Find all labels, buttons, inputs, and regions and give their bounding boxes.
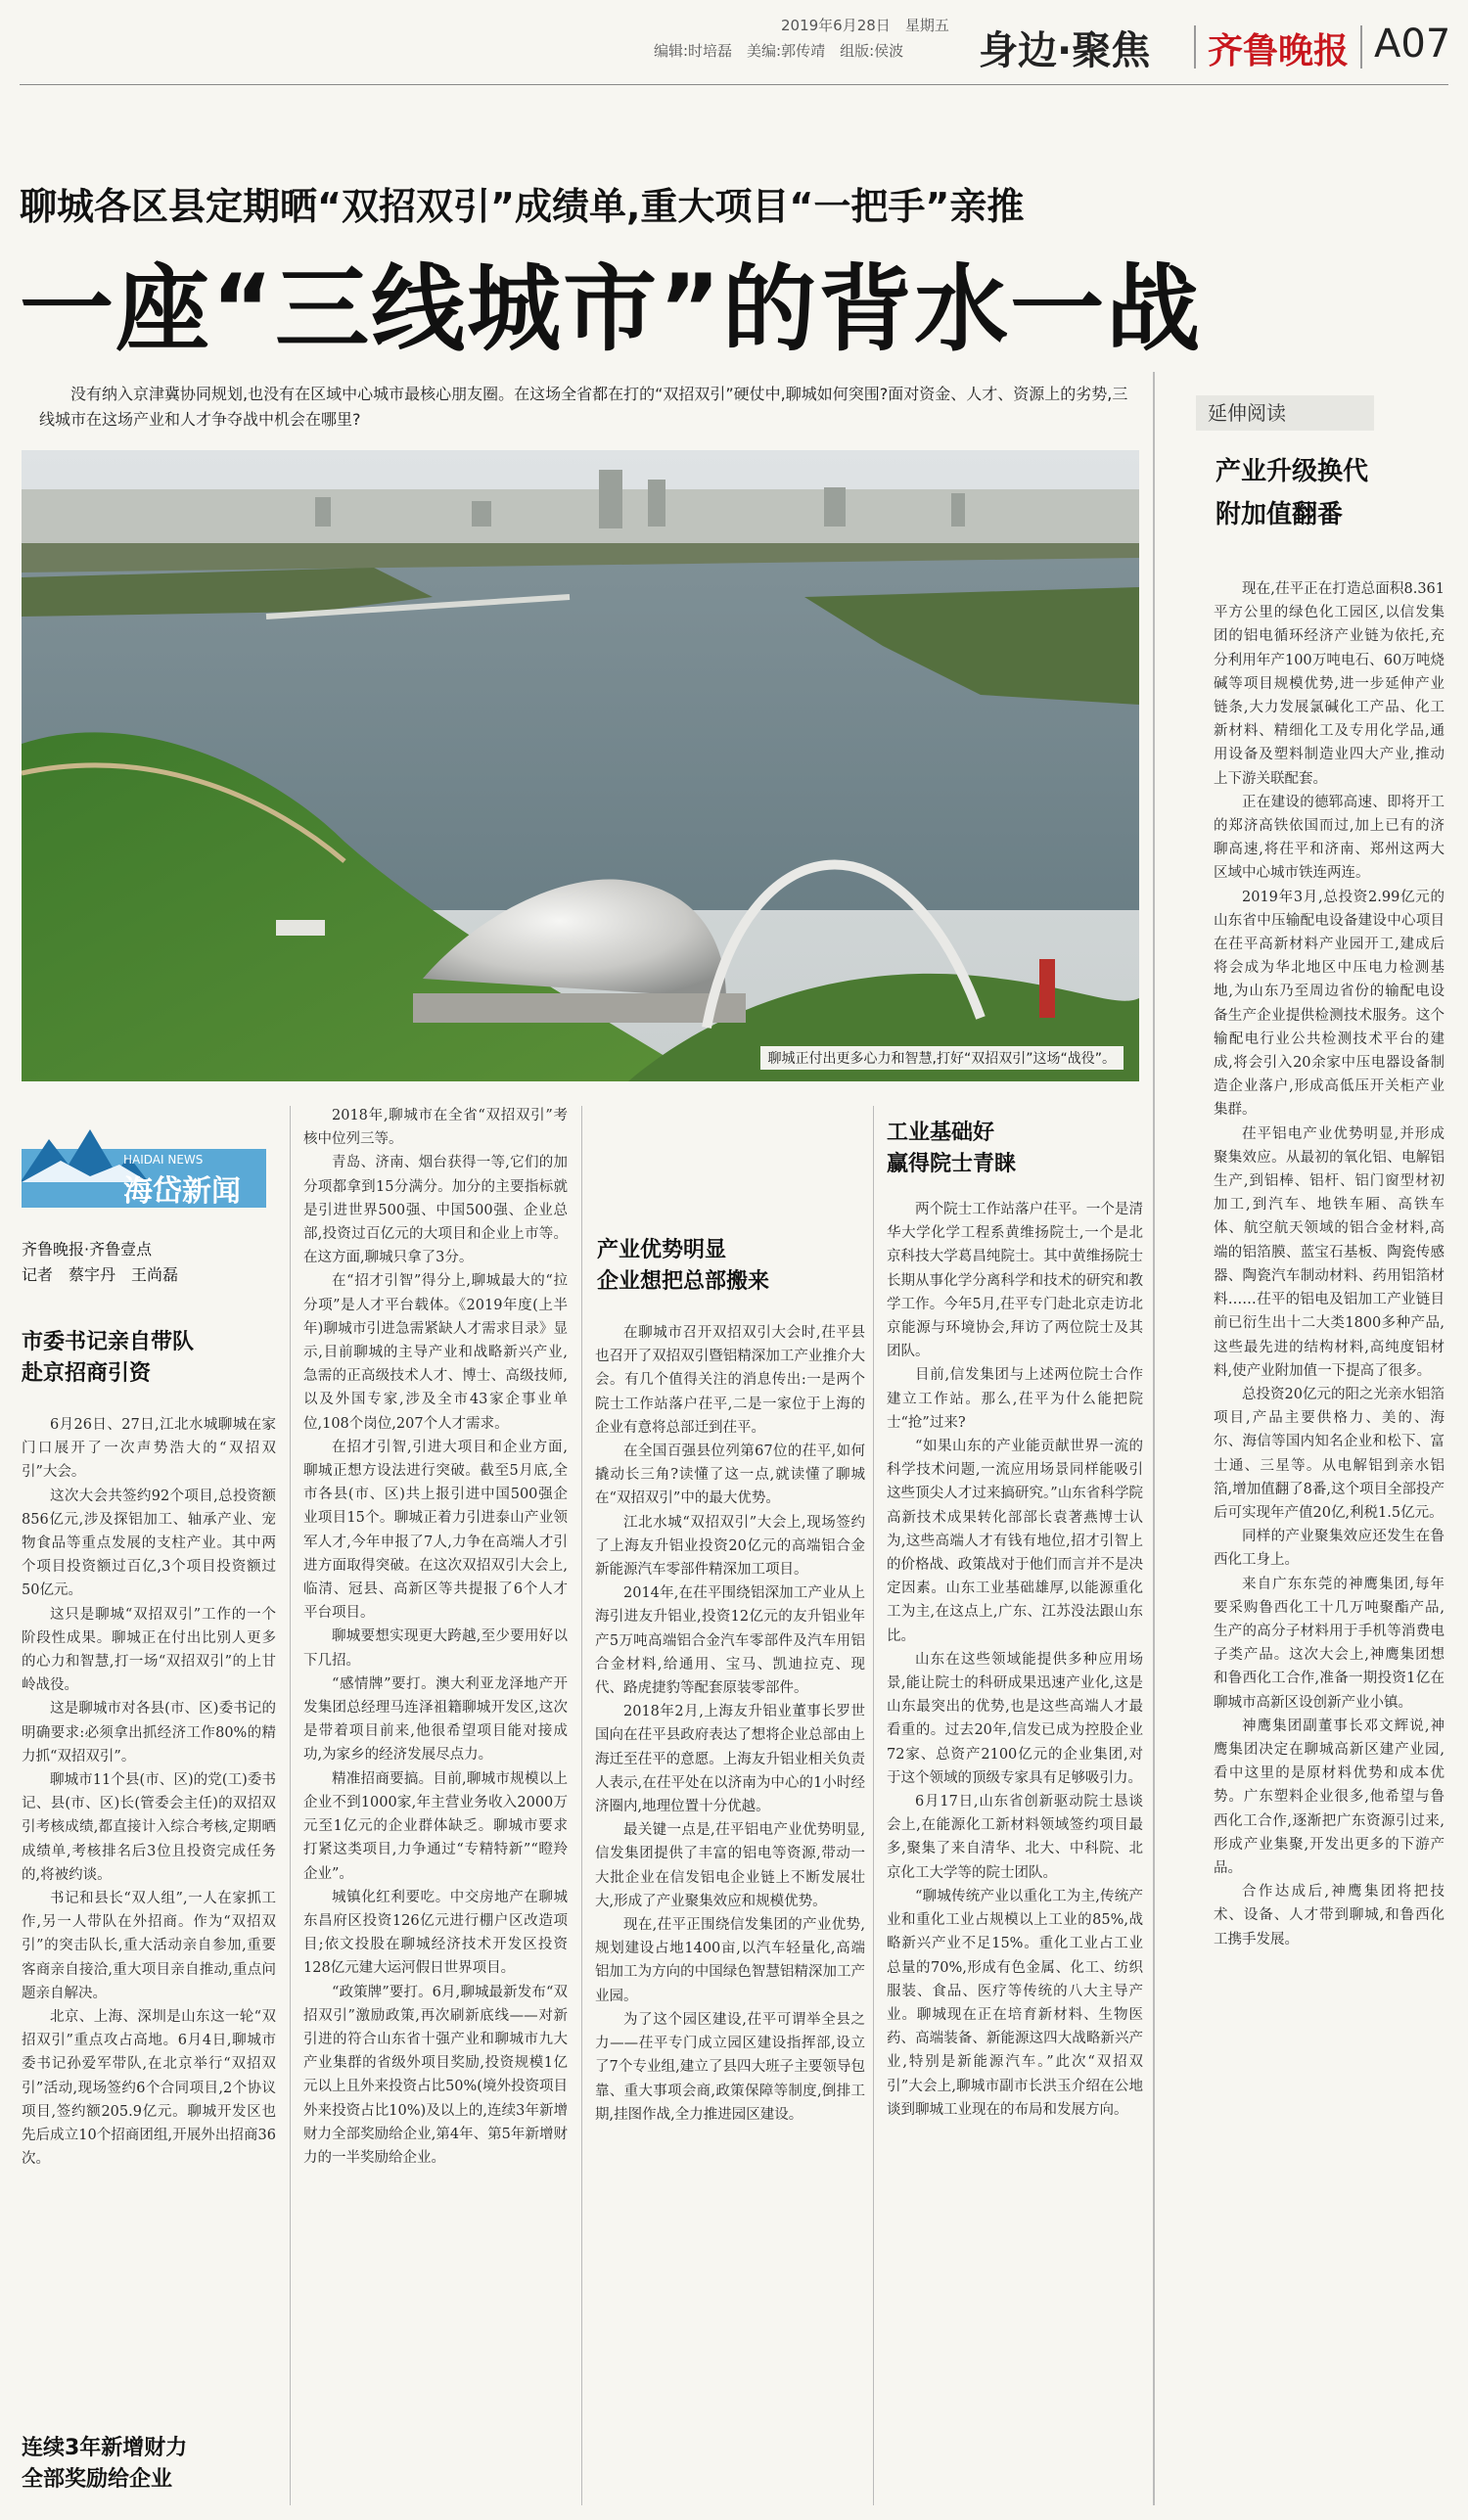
col1-subhead-line2: 赴京招商引资 — [22, 1361, 152, 1386]
page-number: A07 — [1374, 22, 1451, 67]
sidebar-paragraph: 来自广东东莞的神鹰集团,每年要采购鲁西化工十几万吨聚酯产品,生产的高分子材料用于手机等消费电子类产品。这次大会上,神鹰集团想和鲁西化工合作,准备一期投资1亿在聊城市高新区设创新产业小镇。 — [1214, 1576, 1445, 1711]
section-name: 身边·聚焦 — [979, 28, 1151, 73]
sidebar-paragraph: 正在建设的德郓高速、即将开工的郑济高铁依国而过,加上已有的济聊高速,将茌平和济南、郑州这两大区域中心城市铁连两连。 — [1214, 794, 1445, 882]
col4-subhead — [887, 1118, 1151, 1180]
col4-body — [887, 1198, 1143, 2513]
col2-paragraph: 青岛、济南、烟台获得一等,它们的加分项都拿到15分满分。加分的主要指标就是引进世界500强、中国500强、企业总部,投资过百亿元的大项目和企业上市等。在这方面,聊城只拿了3分。 — [303, 1155, 568, 1266]
main-headline: 一座“三线城市”的背水一战 — [20, 254, 1203, 364]
col1-paragraph: 6月26日、27日,江北水城聊城在家门口展开了一次声势浩大的“双招双引”大会。 — [22, 1417, 276, 1481]
col3-paragraph: 现在,茌平正围绕信发集团的产业优势,规划建设占地1400亩,以汽车轻量化,高端铝加工为方向的中国绿色智慧铝精深加工产业园。 — [595, 1917, 865, 2004]
header-rule — [20, 84, 1448, 85]
issue-weekday: 星期五 — [904, 17, 949, 34]
sidebar-subhead-line2: 附加值翻番 — [1216, 500, 1344, 529]
logo-english: HAIDAI NEWS — [123, 1153, 204, 1167]
issue-date: 2019年6月28日 — [781, 17, 891, 34]
col2-paragraph: 城镇化红利要吃。中交房地产在聊城东昌府区投资126亿元进行棚户区改造项目;依文投股在聊城经济技术开发区投资128亿元建大运河假日世界项目。 — [303, 1889, 568, 1977]
col1-subhead2-line2: 全部奖励给企业 — [22, 2467, 173, 2492]
col2-paragraph: “政策牌”要打。6月,聊城最新发布“双招双引”激励政策,再次刷新底线——对新引进的符合山东省十强产业和聊城市九大产业集群的省级外项目奖励,投资规模1亿元以上且外来投资占比50%(境外投资项目外来投资占比10%)及以上的,连续3年新增财力全部奖励给企业,第4年、第5年新增财力的一半奖励给企业。 — [303, 1984, 568, 2166]
col3-paragraph: 2018年2月,上海友升铝业董事长罗世国向在茌平县政府表达了想将企业总部由上海迁至茌平的意愿。上海友升铝业相关负责人表示,在茌平处在以济南为中心的1小时经济圈内,地理位置十分优越。 — [595, 1704, 865, 1815]
col4-paragraph: “聊城传统产业以重化工为主,传统产业和重化工业占规模以上工业的85%,战略新兴产业不足15%。重化工业占工业总量的70%,形成有色金属、化工、纺织服装、食品、医疗等传统的八大主导产业。聊城现在正在培育新材料、生物医药、高端装备、新能源这四大战略新兴产业,特别是新能源汽车。”此次“双招双引”大会上,聊城市副市长洪玉介绍在公地谈到聊城工业现在的布局和发展方向。 — [887, 1888, 1143, 2118]
byline — [22, 1237, 266, 1288]
col2-paragraph: 精准招商要搞。目前,聊城市规模以上企业不到1000家,年主营业务收入2000万元至1亿元的企业群体缺乏。聊城市要求打紧这类项目,力争通过“专精特新”“瞪羚企业”。 — [303, 1770, 568, 1882]
header-divider-2 — [1360, 25, 1362, 69]
col3-paragraph: 在聊城市召开双招双引大会时,茌平县也召开了双招双引暨铝精深加工产业推介大会。有几个值得关注的消息传出:一是两个院士工作站落户茌平,二是一家位于上海的企业有意将总部迁到茌平。 — [595, 1325, 865, 1436]
col4-paragraph: 两个院士工作站落户茌平。一个是清华大学化学工程系黄维扬院士,一个是北京科技大学葛昌纯院士。其中黄维扬院士长期从事化学分离科学和技术的研究和教学工作。今年5月,茌平专门赴北京走访北京能源与环境协会,拜访了两位院士及其团队。 — [887, 1202, 1143, 1360]
sidebar-subhead-line1: 产业升级换代 — [1216, 457, 1369, 486]
col3-subhead — [597, 1235, 861, 1298]
lake-aerial-illustration — [22, 450, 1139, 1081]
column-rule — [873, 1106, 874, 2505]
col4-subhead-line2: 赢得院士青睐 — [887, 1152, 1017, 1176]
haidai-news-logo — [22, 1122, 266, 1212]
col4-subhead-line1: 工业基础好 — [887, 1121, 995, 1145]
sidebar-subhead — [1216, 450, 1368, 536]
sidebar-paragraph: 总投资20亿元的阳之光亲水铝箔项目,产品主要供格力、美的、海尔、海信等国内知名企业和松下、富士通、三星等。从电解铝到亲水铝箔,增加值翻了8番,这个项目全部投产后可实现年产值20亿,利税1.5亿元。 — [1214, 1386, 1445, 1521]
lead-paragraph: 没有纳入京津冀协同规划,也没有在区域中心城市最核心朋友圈。在这场全省都在打的“双招双引”硬仗中,聊城如何突围?面对资金、人才、资源上的劣势,三线城市在这场产业和人才争夺战中机会在哪里? — [39, 385, 1128, 429]
col1-paragraph: 这只是聊城“双招双引”工作的一个阶段性成果。聊城正在付出比别人更多的心力和智慧,打一场“双招双引”的上甘岭战役。 — [22, 1606, 276, 1694]
sidebar-paragraph: 2019年3月,总投资2.99亿元的山东省中压输配电设备建设中心项目在茌平高新材料产业园开工,建成后将会成为华北地区中压电力检测基地,为山东乃至周边省份的输配电设备生产企业提供检测技术服务。这个输配电行业公共检测技术平台的建成,将会引入20余家中压电器设备制造企业落户,形成高低压开关柜产业集群。 — [1214, 889, 1445, 1119]
col3-body — [595, 1321, 865, 2513]
col4-paragraph: 6月17日,山东省创新驱动院士恳谈会上,在能源化工新材料领域签约项目最多,聚集了来自清华、北大、中科院、北京化工大学等的院士团队。 — [887, 1794, 1143, 1881]
byline-reporters: 记者 蔡宇丹 王尚磊 — [22, 1265, 179, 1284]
col3-subhead-line2: 企业想把总部搬来 — [597, 1269, 770, 1294]
col1-paragraph: 这是聊城市对各县(市、区)委书记的明确要求:必须拿出抓经济工作80%的精力抓“双招双引”。 — [22, 1701, 276, 1764]
col4-paragraph: 山东在这些领域能提供多种应用场景,能让院士的科研成果迅速产业化,这是山东最突出的优势,也是这些高端人才最看重的。过去20年,信发已成为控股企业72家、总资产2100亿元的企业集团,对于这个领域的顶级专家具有足够吸引力。 — [887, 1651, 1143, 1786]
col1-body — [22, 1413, 276, 2431]
col1-paragraph: 北京、上海、深圳是山东这一轮“双招双引”重点攻占高地。6月4日,聊城市委书记孙爱军带队,在北京举行“双招双引”活动,现场签约6个合同项目,2个协议项目,签约额205.9亿元。聊城开发区也先后成立10个招商团组,开展外出招商36次。 — [22, 2009, 276, 2168]
sidebar-paragraph: 神鹰集团副董事长邓文辉说,神鹰集团决定在聊城高新区建产业园,看中这里的是原材料优势和成本优势。广东塑料企业很多,他希望与鲁西化工合作,逐渐把广东资源引过来,形成产业集聚,开发出更多的下游产品。 — [1214, 1718, 1445, 1876]
col1-subhead-2 — [22, 2433, 286, 2496]
col2-paragraph: 2018年,聊城市在全省“双招双引”考核中位列三等。 — [303, 1108, 568, 1148]
col3-paragraph: 最关键一点是,茌平铝电产业优势明显,信发集团提供了丰富的铝电等资源,带动一大批企业在信发铝电企业链上不断发展壮大,形成了产业聚集效应和规模优势。 — [595, 1822, 865, 1909]
column-rule — [581, 1106, 582, 2505]
col2-body — [303, 1104, 568, 2513]
col1-paragraph: 这次大会共签约92个项目,总投资额856亿元,涉及探铝加工、轴承产业、宠物食品等重点发展的支柱产业。其中两个项目投资额过百亿,3个项目投资额过50亿元。 — [22, 1488, 276, 1599]
col3-paragraph: 2014年,在茌平围绕铝深加工产业从上海引进友升铝业,投资12亿元的友升铝业年产5万吨高端铝合金汽车零部件及汽车用铝合金材料,给通用、宝马、凯迪拉克、现代、路虎捷豹等配套原装零部件。 — [595, 1585, 865, 1697]
column-rule — [290, 1106, 291, 2505]
col3-paragraph: 为了这个园区建设,茌平可谓举全县之力——茌平专门成立园区建设指挥部,设立了7个专业组,建立了县四大班子主要领导包靠、重大事项会商,政策保障等制度,倒排工期,挂图作战,全力推进园区建设。 — [595, 2011, 865, 2123]
photo-caption: 聊城正付出更多心力和智慧,打好“双招双引”这场“战役”。 — [760, 1046, 1124, 1070]
issue-date-line — [781, 16, 949, 35]
header-divider — [1194, 25, 1196, 69]
col3-subhead-line1: 产业优势明显 — [597, 1238, 727, 1262]
sidebar-paragraph: 合作达成后,神鹰集团将把技术、设备、人才带到聊城,和鲁西化工携手发展。 — [1214, 1884, 1445, 1947]
col2-paragraph: 在“招才引智”得分上,聊城最大的“拉分项”是人才平台载体。《2019年度(上半年)聊城市引进急需紧缺人才需求目录》显示,目前聊城的主导产业和战略新兴产业,急需的正高级技术人才、博士、高级技师,以及外国专家,涉及全市43家企事业单位,108个岗位,207个人才需求。 — [303, 1273, 568, 1432]
col1-paragraph: 聊城市11个县(市、区)的党(工)委书记、县(市、区)长(管委会主任)的双招双引考核成绩,都直接计入综合考核,定期晒成绩单,考核排名后3位且投资完成任务的,将被约谈。 — [22, 1772, 276, 1883]
sidebar-tag: 延伸阅读 — [1196, 395, 1374, 431]
logo-chinese: 海岱新闻 — [123, 1174, 241, 1209]
col4-paragraph: 目前,信发集团与上述两位院士合作建立工作站。那么,茌平为什么能把院士“抢”过来? — [887, 1367, 1143, 1431]
col2-paragraph: “感情牌”要打。澳大利亚龙泽地产开发集团总经理马连泽祖籍聊城开发区,这次是带着项目前来,他很希望项目能对接成功,为家乡的经济发展尽点力。 — [303, 1675, 568, 1764]
sidebar-body — [1214, 577, 1445, 2510]
col1-paragraph: 书记和县长“双人组”,一人在家抓工作,另一人带队在外招商。作为“双招双引”的突击队长,重大活动亲自参加,重要客商亲自接洽,重大项目亲自推动,重点问题亲自解决。 — [22, 1891, 276, 2001]
sidebar-paragraph: 茌平铝电产业优势明显,并形成聚集效应。从最初的氧化铝、电解铝生产,到铝棒、铝杆、铝门窗型材初加工,到汽车、地铁车厢、高铁车体、航空航天领域的铝合金材料,高端的铝箔膜、蓝宝石基板、陶瓷传感器、陶瓷汽车制动材料、药用铝箔材料……茌平的铝电及铝加工产业链目前已衍生出十二大类1800多种产品,这些最先进的结构材料,高纯度铝材料,使产业附加值一下提高了很多。 — [1214, 1125, 1445, 1379]
sidebar-paragraph: 同样的产业聚集效应还发生在鲁西化工身上。 — [1214, 1529, 1445, 1569]
headline-kicker: 聊城各区县定期晒“双招双引”成绩单,重大项目“一把手”亲推 — [20, 185, 1025, 228]
col3-paragraph: 在全国百强县位列第67位的茌平,如何撬动长三角?读懂了这一点,就读懂了聊城在“双招双引”中的最大优势。 — [595, 1443, 865, 1507]
sidebar-paragraph: 现在,茌平正在打造总面积8.361平方公里的绿色化工园区,以信发集团的铝电循环经济产业链为依托,充分利用年产100万吨电石、60万吨烧碱等项目规模优势,进一步延伸产业链条,大力发展氯碱化工产品、化工新材料、精细化工及专用化学品,通用设备及塑料制造业四大产业,推动上下游关联配套。 — [1214, 581, 1445, 787]
sidebar-divider — [1153, 372, 1155, 2505]
editors-line: 编辑:时培磊 美编:郭传靖 组版:侯波 — [654, 42, 904, 60]
col4-paragraph: “如果山东的产业能贡献世界一流的科学技术问题,一流应用场景同样能吸引这些顶尖人才过来搞研究。”山东省科学院高新技术成果转化部部长袁著燕博士认为,这些高端人才有钱有地位,招才引智上的价格战、政策战对于他们而言并不是决定因素。山东工业基础雄厚,以能源重化工为主,在这点上,广东、江苏没法跟山东比。 — [887, 1439, 1143, 1644]
col3-paragraph: 江北水城“双招双引”大会上,现场签约了上海友升铝业投资20亿元的高端铝合金新能源汽车零部件精深加工项目。 — [595, 1514, 865, 1579]
col1-subhead-line1: 市委书记亲自带队 — [22, 1330, 195, 1354]
col1-subhead — [22, 1327, 286, 1390]
col2-paragraph: 聊城要想实现更大跨越,至少要用好以下几招。 — [303, 1628, 568, 1669]
col2-paragraph: 在招才引智,引进大项目和企业方面,聊城正想方设法进行突破。截至5月底,全市各县(市、区)共上报引进中国500强企业项目15个。聊城正着力引进泰山产业领军人才,今年申报了7人,力争在高端人才引进方面取得突破。在这次双招双引大会上,临清、冠县、高新区等共提报了6个人才平台项目。 — [303, 1439, 568, 1622]
lead-photo — [22, 450, 1139, 1081]
col1-subhead2-line1: 连续3年新增财力 — [22, 2436, 188, 2460]
newspaper-brand: 齐鲁晚报 — [1208, 30, 1350, 71]
byline-outlet: 齐鲁晚报·齐鲁壹点 — [22, 1240, 153, 1259]
